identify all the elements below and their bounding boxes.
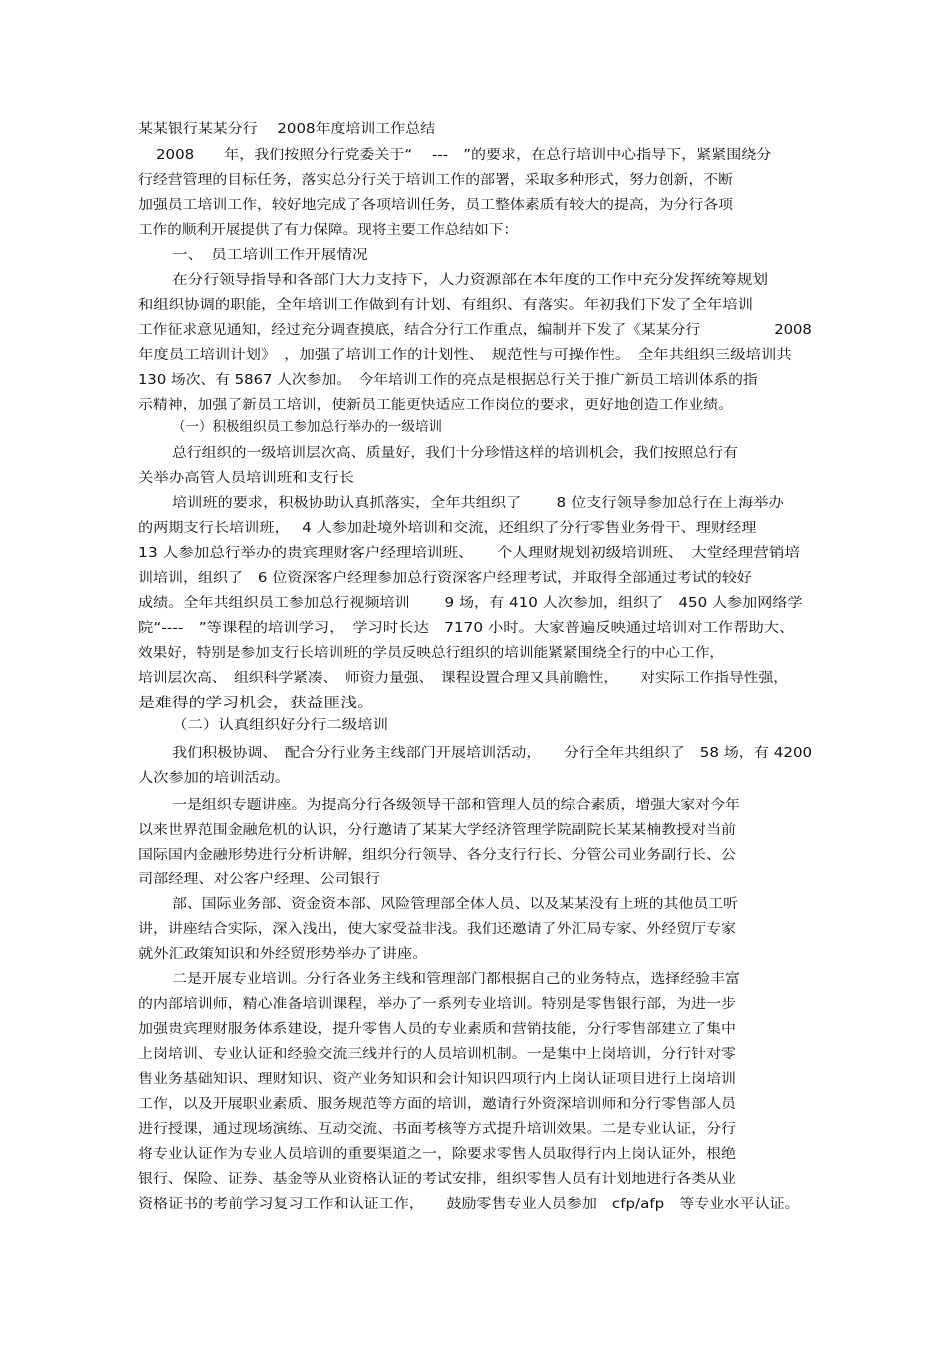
- text-line: 银行、保险、证券、基金等从业资格认证的考试安排，组织零售人员有计划地进行各类从业: [138, 1171, 736, 1187]
- text-line: 进行授课，通过现场演练、互动交流、书面考核等方式提升培训效果。二是专业认证，分行: [138, 1121, 736, 1137]
- text-line: 工作征求意见通知，经过充分调查摸底，结合分行工作重点，编制并下发了《某某分行 2008: [138, 322, 812, 338]
- text-line: 示精神，加强了新员工培训，使新员工能更快适应工作岗位的要求，更好地创造工作业绩。: [138, 397, 733, 413]
- text-line: 加强贵宾理财服务体系建设，提升零售人员的专业素质和营销技能，分行零售部建立了集中: [138, 1021, 736, 1037]
- text-line: 工作的顺利开展提供了有力保障。现将主要工作总结如下：: [138, 222, 518, 238]
- text-line: 13 人参加总行举办的贵宾理财客户经理培训班、 个人理财规划初级培训班、 大堂经理营销培: [138, 545, 800, 561]
- text-line: 资格证书的考前学习复习工作和认证工作， 鼓励零售专业人员参加 cfp/afp 等专业水平认证。: [138, 1196, 800, 1212]
- text-line: （二）认真组织好分行二级培训: [172, 717, 388, 733]
- text-line: 一是组织专题讲座。为提高分行各级领导干部和管理人员的综合素质，增强大家对今年: [172, 797, 740, 813]
- text-line: 二是开展专业培训。分行各业务主线和管理部门都根据自己的业务特点，选择经验丰富: [172, 971, 740, 987]
- text-line: 将专业认证作为专业人员培训的重要渠道之一，除要求零售人员取得行内上岗认证外，根绝: [138, 1146, 736, 1162]
- text-line: 的两期支行长培训班， 4 人参加赴境外培训和交流，还组织了分行零售业务骨干、理财经理: [138, 520, 757, 536]
- text-line: 2008 年，我们按照分行党委关于“ --- ”的要求，在总行培训中心指导下，紧紧围绕分: [156, 147, 772, 163]
- text-line: 上岗培训、专业认证和经验交流三线并行的人员培训机制。一是集中上岗培训，分行针对零: [138, 1046, 736, 1062]
- text-line: 关举办高管人员培训班和支行长: [138, 470, 354, 486]
- text-line: 司部经理、对公客户经理、公司银行: [138, 871, 380, 887]
- text-line: 的内部培训师，精心准备培训课程，举办了一系列专业培训。特别是零售银行部，为进一步: [138, 996, 736, 1012]
- text-line: 行经营管理的目标任务，落实总分行关于培训工作的部署，采取多种形式，努力创新，不断: [138, 172, 733, 188]
- text-line: 我们积极协调、 配合分行业务主线部门开展培训活动， 分行全年共组织了 58 场，有 4200: [172, 745, 813, 761]
- text-line: 培训层次高、 组织科学紧凑、 师资力量强、 课程设置合理又具前瞻性， 对实际工作指导性强，: [138, 670, 788, 686]
- text-line: 国际国内金融形势进行分析讲解，组织分行领导、各分支行行长、分管公司业务副行长、公: [138, 847, 736, 863]
- document-title: 某某银行某某分行 2008年度培训工作总结: [138, 121, 436, 137]
- text-line: 培训班的要求，积极协助认真抓落实，全年共组织了 8 位支行领导参加总行在上海举办: [172, 495, 784, 511]
- text-line: 以来世界范围金融危机的认识，分行邀请了某某大学经济管理学院副院长某某楠教授对当前: [138, 822, 736, 838]
- text-line: 部、国际业务部、资金资本部、风险管理部全体人员、以及某某没有上班的其他员工听: [172, 896, 738, 912]
- text-line: 成绩。全年共组织员工参加总行视频培训 9 场，有 410 人次参加，组织了 450 人参加网络学: [138, 595, 803, 611]
- text-line: 讲，讲座结合实际，深入浅出，使大家受益非浅。我们还邀请了外汇局专家、外经贸厅专家: [138, 921, 736, 937]
- text-line: 就外汇政策知识和外经贸形势举办了讲座。: [138, 946, 428, 962]
- text-line: 院“---- ”等课程的培训学习， 学习时长达 7170 小时。大家普遍反映通过培训对工作帮助大、: [138, 620, 795, 636]
- text-line: 一、 员工培训工作开展情况: [172, 247, 368, 263]
- text-line: 工作，以及开展职业素质、服务规范等方面的培训，邀请行外资深培训师和分行零售部人员: [138, 1096, 736, 1112]
- text-line: 年度员工培训计划》 ，加强了培训工作的计划性、 规范性与可操作性。 全年共组织三级培训共: [138, 347, 792, 363]
- text-line: 130 场次、有 5867 人次参加。 今年培训工作的亮点是根据总行关于推广新员工培训体系的指: [138, 372, 758, 388]
- text-line: 人次参加的培训活动。: [138, 770, 290, 786]
- text-line: （一）积极组织员工参加总行举办的一级培训: [172, 419, 442, 435]
- text-line: 是难得的学习机会，获益匪浅。: [138, 695, 374, 711]
- text-line: 和组织协调的职能，全年培训工作做到有计划、有组织、有落实。年初我们下发了全年培训: [138, 297, 753, 313]
- text-line: 总行组织的一级培训层次高、质量好，我们十分珍惜这样的培训机会，我们按照总行有: [172, 445, 738, 461]
- text-line: 售业务基础知识、理财知识、资产业务知识和会计知识四项行内上岗认证项目进行上岗培训: [138, 1071, 736, 1087]
- text-line: 在分行领导指导和各部门大力支持下，人力资源部在本年度的工作中充分发挥统筹规划: [172, 272, 768, 288]
- text-line: 加强员工培训工作，较好地完成了各项培训任务，员工整体素质有较大的提高，为分行各项: [138, 197, 733, 213]
- text-line: 效果好，特别是参加支行长培训班的学员反映总行组织的培训能紧紧围绕全行的中心工作，: [138, 645, 724, 661]
- text-line: 训培训，组织了 6 位资深客户经理参加总行资深客户经理考试，并取得全部通过考试的较好: [138, 570, 752, 586]
